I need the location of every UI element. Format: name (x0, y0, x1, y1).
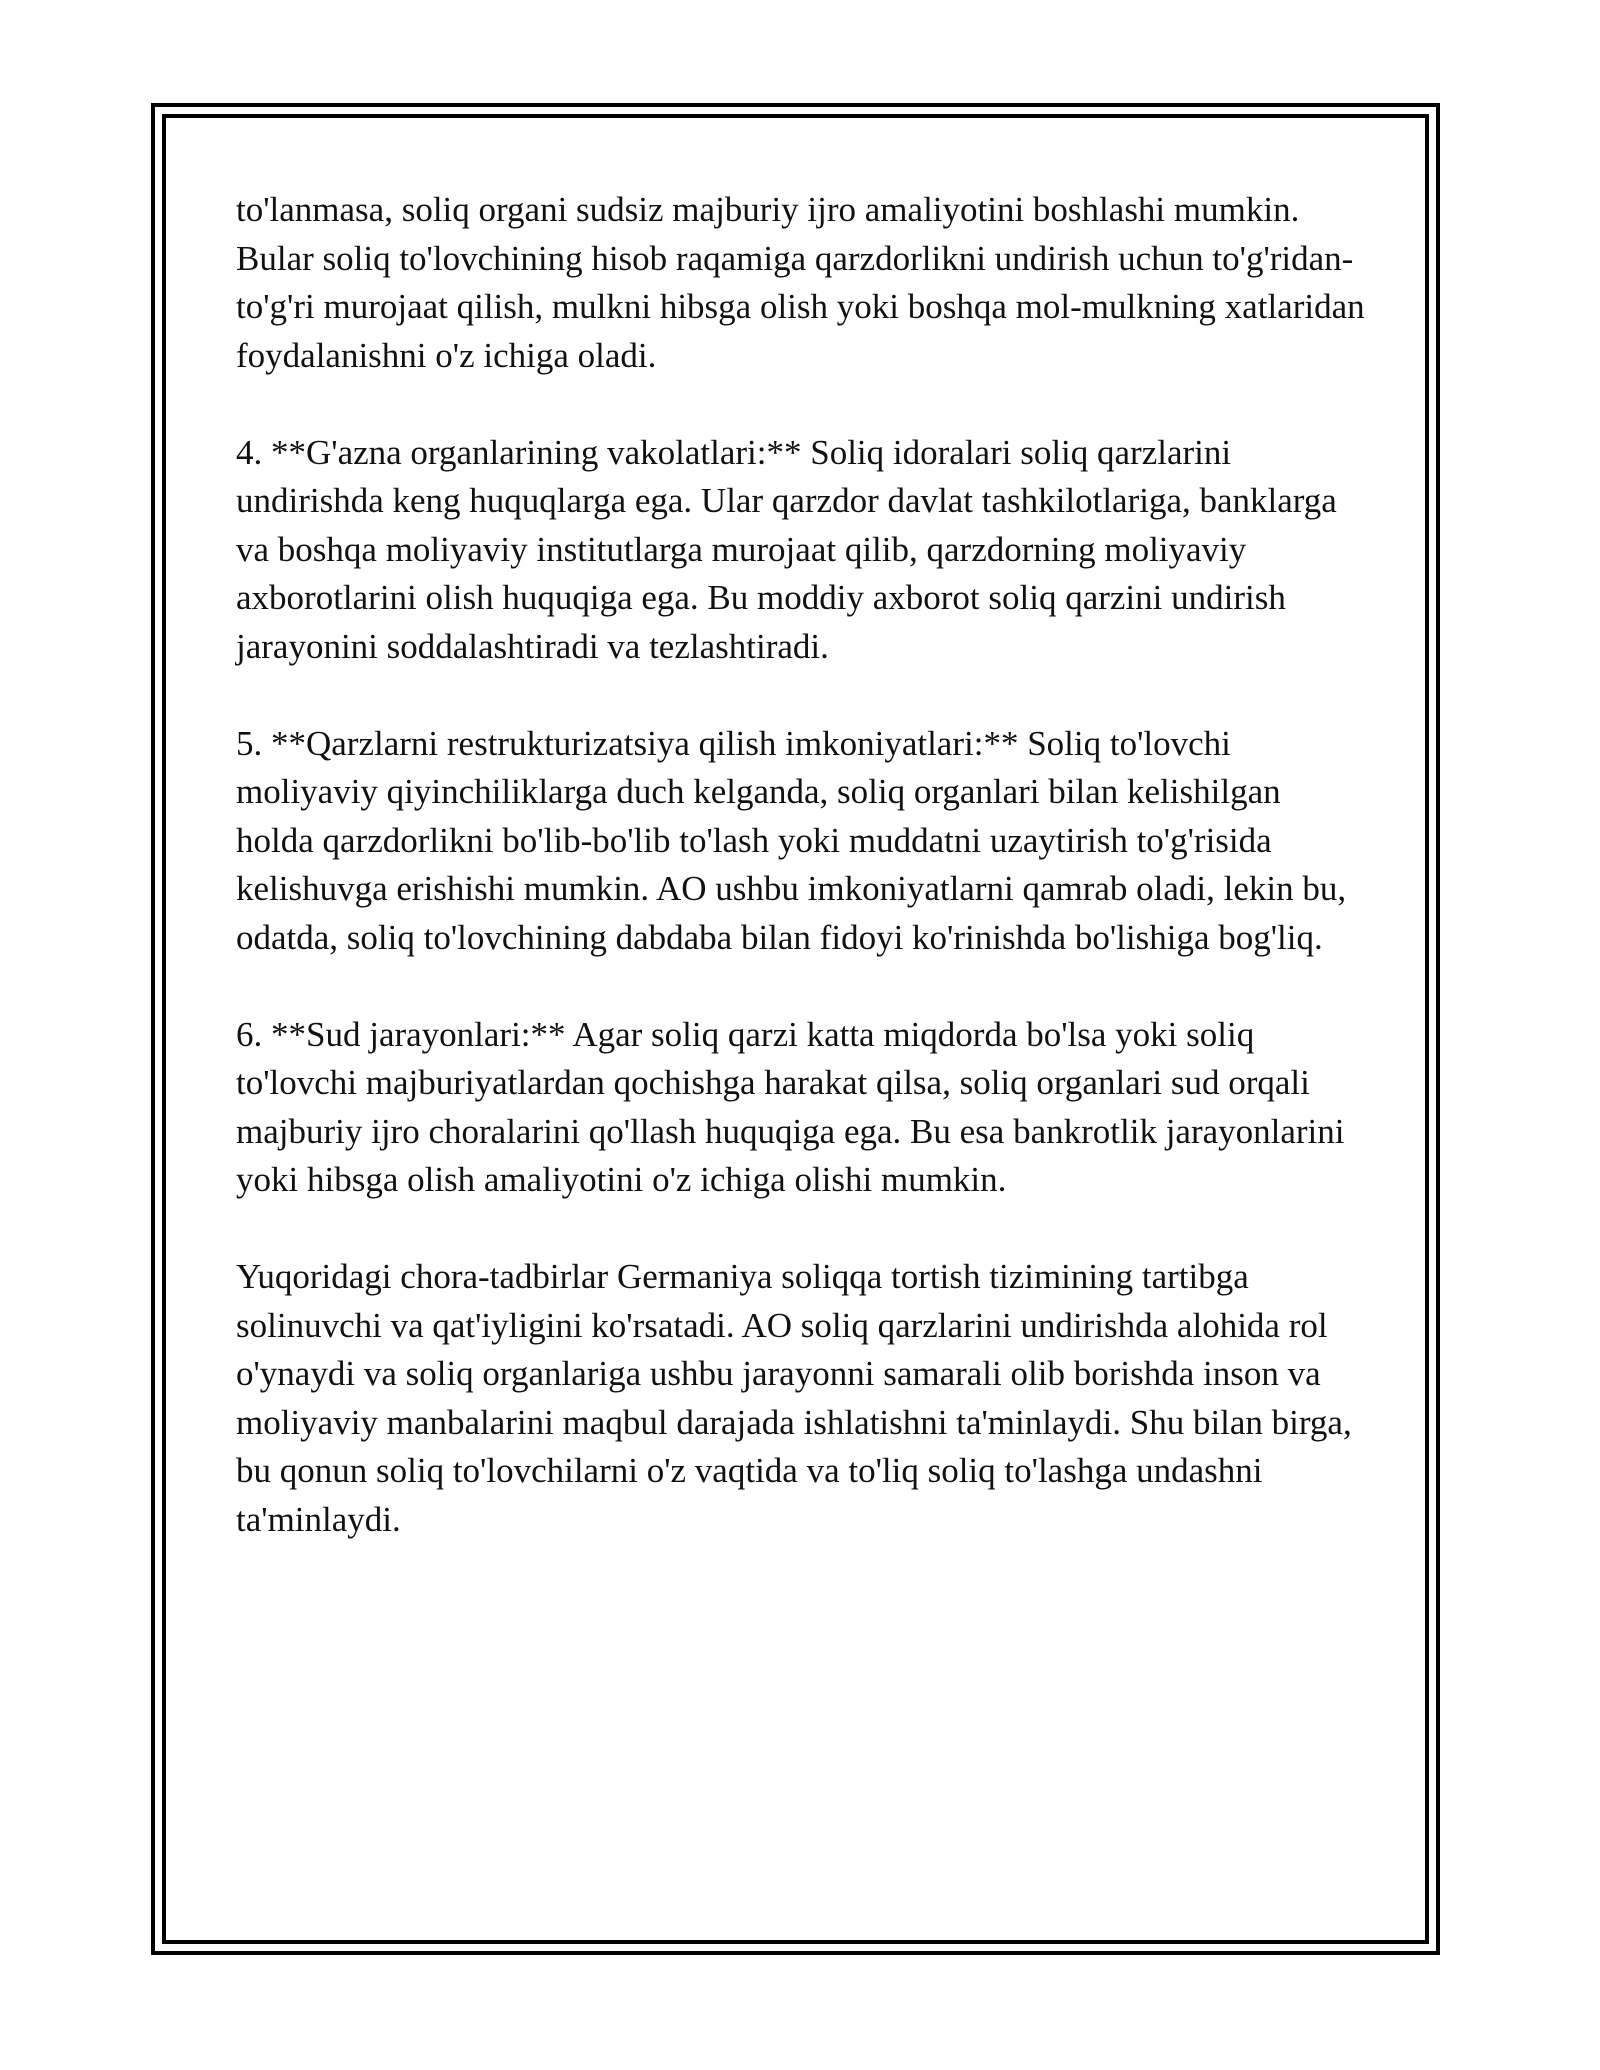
paragraph-item-6: 6. **Sud jarayonlari:** Agar soliq qarzi katta miqdorda bo'lsa yoki soliq to'lovchi majburiyatlardan qochishga harakat qilsa, soliq organlari sud orqali majburiy ijro choralarini qo'llash huquqiga ega. Bu esa bankrotlik jarayonlarini yoki hibsga olish amaliyotini o'z ichiga olishi mumkin. (236, 1014, 1345, 1199)
paragraph-item-5: 5. **Qarzlarni restrukturizatsiya qilish imkoniyatlari:** Soliq to'lovchi moliyaviy qiyinchiliklarga duch kelganda, soliq organlari bilan kelishilgan holda qarzdorlikni bo'lib-bo'lib to'lash yoki muddatni uzaytirish to'g'risida kelishuvga erishishi mumkin. AO ushbu imkoniyatlarni qamrab oladi, lekin bu, odatda, soliq to'lovchining dabdaba bilan fidoyi ko'rinishda bo'lishiga bog'liq. (236, 723, 1347, 957)
paragraph-item-4: 4. **G'azna organlarining vakolatlari:** Soliq idoralari soliq qarzlarini undirishda keng huquqlarga ega. Ular qarzdor davlat tashkilotlariga, banklarga va boshqa moliyaviy institutlarga murojaat qilib, qarzdorning moliyaviy axborotlarini olish huquqiga ega. Bu moddiy axborot soliq qarzini undirish jarayonini soddalashtiradi va tezlashtiradi. (236, 432, 1337, 666)
document-body (236, 186, 1366, 1593)
paragraph-continuation: to'lanmasa, soliq organi sudsiz majburiy ijro amaliyotini boshlashi mumkin. Bular soliq to'lovchining hisob raqamiga qarzdorlikni undirish uchun to'g'ridan-to'g'ri murojaat qilish, mulkni hibsga olish yoki boshqa mol-mulkning xatlaridan foydalanishni o'z ichiga oladi. (236, 190, 1365, 375)
paragraph-conclusion: Yuqoridagi chora-tadbirlar Germaniya soliqqa tortish tizimining tartibga solinuvchi va qat'iyligini ko'rsatadi. AO soliq qarzlarini undirishda alohida rol o'ynaydi va soliq organlariga ushbu jarayonni samarali olib borishda inson va moliyaviy manbalarini maqbul darajada ishlatishni ta'minlaydi. Shu bilan birga, bu qonun soliq to'lovchilarni o'z vaqtida va to'liq soliq to'lashga undashni ta'minlaydi. (236, 1257, 1352, 1539)
